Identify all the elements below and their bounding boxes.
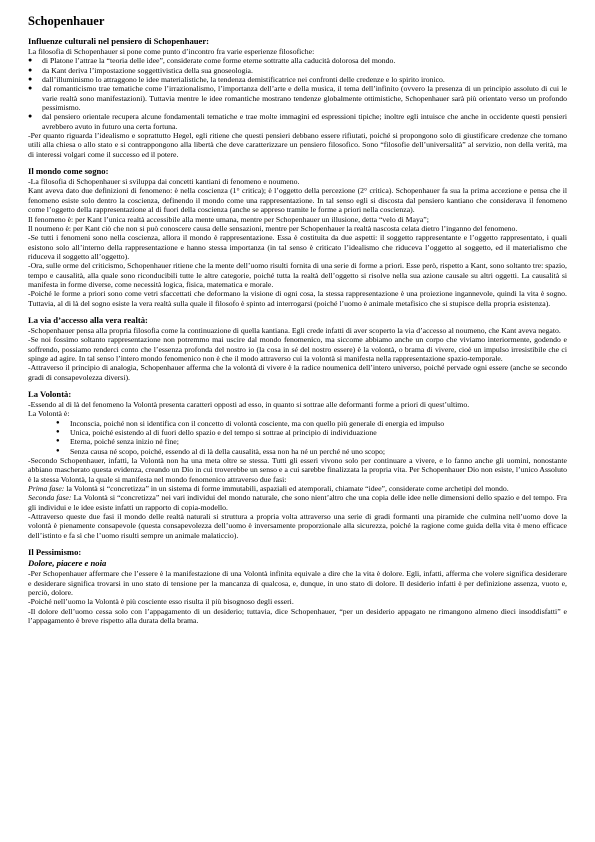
paragraph: Il fenomeno è: per Kant l’unica realtà accessibile alla mente umana, mentre per Schopenhauer un illusione, detta “velo di Maya”;	[28, 214, 429, 224]
list-item: ● di Platone l’attrae la “teoria delle idee”, considerate come forme eterne sottratte alla caducità dolorosa del mondo.	[28, 56, 567, 65]
paragraph: -Se tutti i fenomeni sono nella coscienza, allora il mondo è rappresentazione. Essa è costituita da due aspetti: il soggetto rappresentante e l’oggetto rappresentato, i quali esistono solo all’interno della rappresentazione e hanno stessa importanza (in tal senso è criticato l’idealismo che riduceva l’oggetto al soggetto, ed il materialismo che riduceva il soggetto all’oggetto).	[28, 233, 567, 261]
document-title: Schopenhauer	[28, 14, 105, 28]
paragraph: Kant aveva dato due definizioni di fenomeno: è nella coscienza (1° critica); è l’oggetto della percezione (2° critica). Schopenhauer fa sua la prima accezione e pensa che il fenomeno esiste solo dentro la coscienza, definendo il mondo come una rappresentazione. In tal senso egli si discosta dal pensiero kantiano che considerava il fenomeno come l’oggetto della rappresentazione al di fuori della coscienza (anche se appreso tramite le forme a priori nella coscienza).	[28, 186, 567, 215]
list-item: ● Unica, poiché esistendo al di fuori dello spazio e del tempo si sottrae al principio di individuazione	[28, 428, 567, 437]
list-item: ● da Kant deriva l’impostazione soggettivistica della sua gnoseologia.	[28, 66, 567, 75]
phase-label: Prima fase:	[28, 484, 65, 494]
list-item: ● dal pensiero orientale recupera alcune fondamentali tematiche e trae molte immagini ed espressioni tipiche; inoltre egli intuisce che anche in occidente questi pensieri avrebbero avuto in futuro una certa fortuna.	[28, 112, 567, 131]
phase-label: Seconda fase:	[28, 493, 72, 503]
paragraph: -Ora, sulle orme del criticismo, Schopenhauer ritiene che la mente dell’uomo risulti fornita di una serie di forme a priori. Esse però, rispetto a Kant, sono soltanto tre: spazio, tempo e causalità, alla quale sono riconducibili tutte le altre categorie, poiché tutta la realtà dell’oggetto si risolve nella sua azione causale su altri oggetti. La causalità si manifesta in forme diverse, come necessità logica, fisica, matematica e morale.	[28, 261, 567, 289]
paragraph: La filosofia di Schopenhauer si pone come punto d’incontro fra varie esperienze filosofiche:	[28, 47, 315, 56]
paragraph: -Attraverso queste due fasi il mondo delle realtà naturali si struttura a propria volta attraverso una serie di gradi formanti una piramide che culmina nell’uomo dove la volontà è pienamente consapevole (questa consapevolezza dell’uomo è inversamente proporzionale alla sicurezza, poiché la ragione come guida della vita è meno efficace dell’istinto e fa sì che l’uomo risulti sempre un animale malaticcio).	[28, 512, 567, 540]
paragraph: -Poiché le forme a priori sono come vetri sfaccettati che deformano la visione di ogni cosa, la stessa rappresentazione è una proiezione ingannevole, quindi la vita è sogno. Tuttavia, al di là del sogno esiste la vera realtà sulla quale il filosofo è spinto ad interrogarsi (poiché l’uomo è animale metafisico che si stupisce della propria esistenza).	[28, 289, 567, 308]
phase-text: La Volontà si “concretizza” nei vari individui del mondo naturale, che sono nient’altro che una copia delle idee nelle dimensioni dello spazio e del tempo. Fra gli individui e le idee esiste infatti un rapporto di copia-modello.	[28, 493, 567, 512]
section-heading-influenze: Influenze culturali nel pensiero di Schopenhauer:	[28, 36, 210, 46]
list-item: ● dall’illuminismo lo attraggono le idee materialistiche, la tendenza demistificatrice nei confronti delle credenze e lo spirito ironico.	[28, 75, 567, 84]
paragraph-prima-fase	[28, 484, 567, 493]
paragraph-seconda-fase	[28, 493, 567, 512]
paragraph: La Volontà è:	[28, 409, 70, 419]
subsection-heading-dolore: Dolore, piacere e noia	[28, 558, 107, 569]
section-heading-mondo-sogno: Il mondo come sogno:	[28, 166, 109, 177]
paragraph: -Schopenhauer pensa alla propria filosofia come la continuazione di quella kantiana. Egli crede infatti di aver scoperto la via d’accesso al noumeno, che Kant aveva negato.	[28, 325, 561, 335]
paragraph: -Per quanto riguarda l’idealismo e soprattutto Hegel, egli ritiene che questi pensieri debbano essere rifiutati, poiché si propongono solo di giustificare credenze che tornano utili alla chiesa o allo stato e si contrappongono alla libertà che deve caratterizzare un pensiero filosofico. Sono “filosofie dell’universalità” al servizio, non della verità, ma di interessi volgari come il successo ed il potere.	[28, 131, 567, 159]
section-heading-pessimismo: Il Pessimismo:	[28, 547, 82, 558]
volonta-traits-list	[28, 419, 567, 456]
list-item: ● dal romanticismo trae tematiche come l’irrazionalismo, l’importanza dell’arte e della musica, il tema dell’infinito (ovvero la presenza di un principio assoluto di cui le varie realtà sono manifestazioni). Tuttavia mentre le idee romantiche mostrano tendenze globalmente ottimistiche, Schopenhauer sarà più orientato verso un profondo pessimismo.	[28, 84, 567, 112]
paragraph: -Per Schopenhauer affermare che l’essere è la manifestazione di una Volontà infinita equivale a dire che la vita è dolore. Egli, infatti, afferma che volere significa desiderare e desiderare significa trovarsi in uno stato di tensione per la mancanza di qualcosa, e, dunque, in uno stato di dolore. Il desiderio infatti è per definizione assenza, vuoto e, perciò, dolore.	[28, 569, 567, 597]
paragraph: -Essendo al di là del fenomeno la Volontà presenta caratteri opposti ad esso, in quanto si sottrae alle deformanti forme a priori di quest’ultimo.	[28, 400, 470, 409]
list-item: ● Eterna, poiché senza inizio né fine;	[28, 437, 567, 446]
phase-text: la Volontà si “concretizza” in un sistema di forme immutabili, aspaziali ed atemporali, chiamate “idee”, considerate come archetipi del mondo.	[64, 484, 509, 494]
paragraph: -Il dolore dell’uomo cessa solo con l’appagamento di un desiderio; tuttavia, dice Schopenhauer, “per un desiderio appagato ne rimangono almeno dieci insoddisfatti” e l’appagamento è breve rispetto alla durata della brama.	[28, 606, 567, 625]
influences-list	[28, 56, 567, 131]
paragraph: -Se noi fossimo soltanto rappresentazione non potremmo mai uscire dal mondo fenomenico, ma siccome abbiamo anche un corpo che viviamo interiormente, godendo e soffrendo, possiamo renderci conto che l’essenza profonda del nostro io (la cosa in sé del nostro essere) è la volontà, o brama di vivere, cioè un impulso irresistibile che ci spinge ad agire. In tal senso l’intero mondo fenomenico non è che il modo attraverso cui la volontà si manifesta nella rappresentazione spazio-temporale.	[28, 335, 567, 363]
list-item: ● Inconscia, poiché non si identifica con il concetto di volontà cosciente, ma con quello più generale di energia ed impulso	[28, 419, 567, 428]
paragraph: Il noumeno è: per Kant ciò che non si può conoscere causa delle sensazioni, mentre per Schopenhauer la realtà nascosta celata dietro l’inganno del fenomeno.	[28, 223, 518, 233]
list-item: ● Senza causa né scopo, poiché, essendo al di là della causalità, essa non ha né un perché né uno scopo;	[28, 447, 567, 456]
section-heading-via-accesso: La via d’accesso alla vera realtà:	[28, 314, 148, 325]
section-heading-volonta: La Volontà:	[28, 389, 72, 399]
paragraph: -Poiché nell’uomo la Volontà è più cosciente esso risulta il più bisognoso degli esseri.	[28, 597, 294, 607]
paragraph: -La filosofia di Schopenhauer si sviluppa dai concetti kantiani di fenomeno e noumeno.	[28, 177, 300, 187]
paragraph: -Attraverso il principio di analogia, Schopenhauer afferma che la volontà di vivere è la radice noumenica dell’intero universo, poiché pervade ogni essere (anche se secondo gradi di consapevolezza diversi).	[28, 363, 567, 382]
paragraph: -Secondo Schopenhauer, infatti, la Volontà non ha una meta oltre se stessa. Tutti gli esseri vivono solo per continuare a vivere, e lo fanno anche gli uomini, nonostante abbiano mascherato questa evidenza, creando un Dio in cui troverebbe un senso e a cui sarebbe finalizzata la propria vita. Per Schopenhauer Dio non esiste, l’unico Assoluto è la stessa Volontà, la quale si manifesta nel mondo fenomenico attraverso due fasi:	[28, 456, 567, 484]
